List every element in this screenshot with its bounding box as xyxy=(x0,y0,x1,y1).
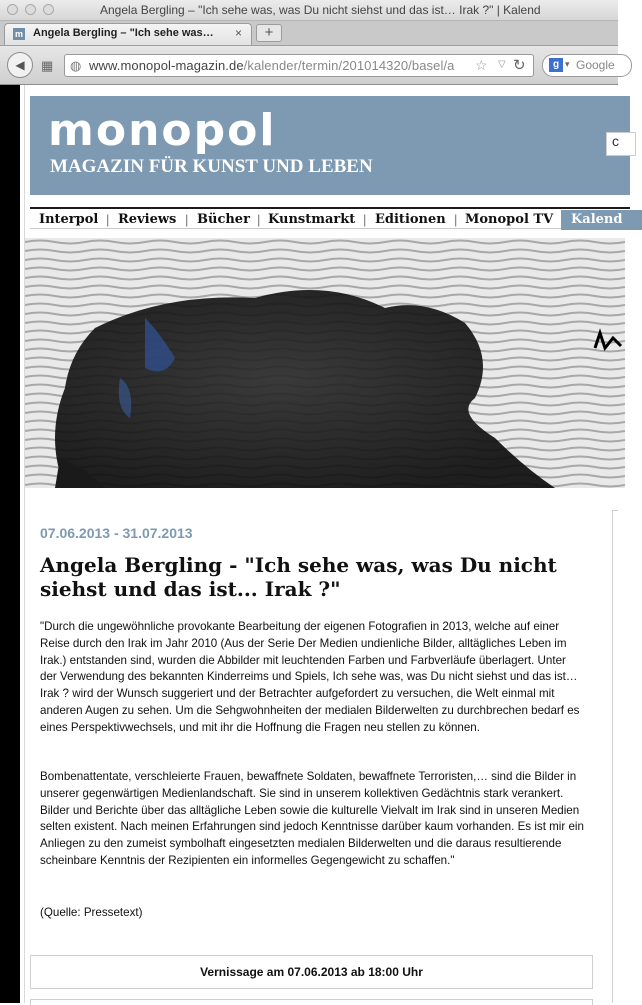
search-engine-dropdown-icon[interactable]: ▾ xyxy=(565,59,570,69)
search-placeholder: Google xyxy=(576,58,615,72)
hero-image xyxy=(25,238,625,488)
nav-separator: | xyxy=(257,212,261,227)
nav-item-kalender[interactable]: Kalend xyxy=(561,210,642,230)
description-paragraph-2: Bombenattentate, verschleierte Frauen, bewaffnete Soldaten, bewaffnete Terroristen,… sind die Bilder in unserer gegenwärtigen Medienlandschaft. Sie sind in unserem kollektiven Gedächtnis stark verankert. Bilder und Berichte über das alltägliche Leben sowie die kulturelle Vielvalt im Irak sind in unseren Medien selten existent. Nach meinen Erfahrungen sind jedoch Kenntnisse darüber kaum vorhanden. Es ist mir ein Anliegen zu den zumeist symbolhaft eingesetzten medialen Bilderwelten und die daraus resultierende scheinbare Kenntnis der Rezipienten ein informelles Gegengewicht zu schaffen." xyxy=(40,770,584,867)
next-info-box xyxy=(30,999,593,1005)
event-date-range: 07.06.2013 - 31.07.2013 xyxy=(40,525,193,541)
reload-icon[interactable]: ↻ xyxy=(513,57,526,74)
back-button[interactable]: ◀ xyxy=(7,52,33,78)
nav-item-buecher[interactable]: Bücher xyxy=(197,212,250,227)
url-path: /kalender/termin/201014320/basel/a xyxy=(243,58,455,73)
zoom-window-button[interactable] xyxy=(43,4,54,15)
nav-item-interpol[interactable]: Interpol xyxy=(39,212,99,227)
tab-active[interactable] xyxy=(4,23,252,45)
minimize-window-button[interactable] xyxy=(25,4,36,15)
right-sidebar-box xyxy=(612,510,618,1003)
url-domain: www.monopol-magazin.de xyxy=(89,58,244,73)
nav-separator: | xyxy=(363,212,367,227)
site-search-input[interactable]: c xyxy=(606,132,636,156)
url-text xyxy=(89,58,455,73)
favicon-icon: m xyxy=(14,29,23,39)
navigation-toolbar xyxy=(0,46,618,85)
window-titlebar xyxy=(0,0,618,21)
close-window-button[interactable] xyxy=(7,4,18,15)
source-note: (Quelle: Pressetext) xyxy=(40,906,143,919)
top-sites-icon[interactable]: ▦ xyxy=(41,58,54,73)
nav-separator: | xyxy=(185,212,189,227)
description-paragraph-1: "Durch die ungewöhnliche provokante Bearbeitung der eigenen Fotografien in 2013, welche auf einer Reise durch den Irak im Jahr 2010 (Aus der Serie Der Medien undienliche Bilder, alltägliches Leben im Irak.) entstanden sind, wurden die Abbilder mit leuchtenden Farben und Farbverläufe überlagert. Unter der Verwendung des bekannten Kinderreims und Spiels, Ich sehe was, was Du nicht siehst und das ist… Irak ? wird der Wunsch suggeriert und der Betrachter aufgefordert zu versuchen, die Welt einmal mit anderen Augen zu sehen. Um die Sehgwohnheiten der medialen Bilderwelten zu durchbrechen bedarf es eines Perspektivwechsels, und mit ihr die Hoffnung die Fragen neu stellen zu können. xyxy=(40,620,580,734)
event-title: Angela Bergling - "Ich sehe was, was Du nicht siehst und das ist... Irak ?" xyxy=(40,553,557,601)
tab-bar xyxy=(0,21,618,46)
left-dark-edge xyxy=(0,85,20,1003)
nav-separator: | xyxy=(454,212,458,227)
site-header xyxy=(30,96,630,195)
nav-item-monopol-tv[interactable]: Monopol TV xyxy=(465,212,554,227)
nav-item-editionen[interactable]: Editionen xyxy=(375,212,446,227)
page-left-border xyxy=(24,85,25,1003)
history-dropdown-icon[interactable]: ▽ xyxy=(498,59,506,70)
globe-icon: ◍ xyxy=(70,58,82,73)
site-subtitle: MAGAZIN FÜR KUNST UND LEBEN xyxy=(50,156,373,177)
tab-title: Angela Bergling – "Ich sehe was… xyxy=(33,27,214,39)
nav-item-reviews[interactable]: Reviews xyxy=(118,212,177,227)
window-title: Angela Bergling – "Ich sehe was, was Du nicht siehst und das ist… Irak ?" | Kalend xyxy=(100,3,541,17)
address-bar[interactable] xyxy=(64,54,534,77)
bookmark-star-icon[interactable]: ☆ xyxy=(475,57,488,73)
search-bar[interactable] xyxy=(542,54,632,77)
nav-separator: | xyxy=(106,212,110,227)
tab-close-icon[interactable]: × xyxy=(235,26,243,40)
artwork-photo xyxy=(25,238,625,488)
nav-item-kunstmarkt[interactable]: Kunstmarkt xyxy=(268,212,356,227)
vernissage-box: Vernissage am 07.06.2013 ab 18:00 Uhr xyxy=(30,955,593,989)
main-navigation xyxy=(30,207,630,229)
site-logo[interactable]: monopol xyxy=(48,105,277,156)
new-tab-button[interactable]: + xyxy=(256,24,282,42)
google-icon: g xyxy=(549,58,563,72)
